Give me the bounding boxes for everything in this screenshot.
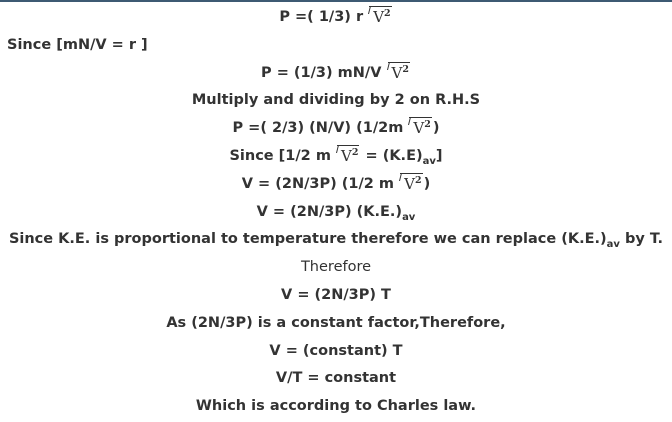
text-segment: V = (constant) T xyxy=(269,342,403,359)
text-segment: by T. xyxy=(619,231,664,248)
exponent: 2 xyxy=(384,8,391,19)
line-therefore xyxy=(0,254,672,282)
text-segment: V = (2N/3P) T xyxy=(281,286,391,303)
line-pressure-rearranged xyxy=(0,115,672,143)
line-constant-factor xyxy=(0,310,672,338)
line-kinetic-energy-definition xyxy=(0,143,672,171)
velocity-symbol: V xyxy=(373,8,385,26)
line-volume-constant xyxy=(0,338,672,366)
top-rule xyxy=(0,0,672,2)
line-multiply-divide xyxy=(0,87,672,115)
line-volume-temperature xyxy=(0,282,672,310)
text-segment: Since [mN/V = r ] xyxy=(7,36,148,53)
root-mean-square-velocity xyxy=(400,173,422,192)
velocity-symbol: V xyxy=(391,63,403,82)
velocity-symbol: V xyxy=(340,146,352,165)
text-segment: V/T = constant xyxy=(275,370,397,387)
exponent: 2 xyxy=(402,63,409,75)
text-segment: P =( 1/3) r xyxy=(279,9,369,25)
text-segment: P = (1/3) mN/V xyxy=(261,64,387,81)
velocity-symbol: V xyxy=(404,174,415,193)
line-ratio-constant xyxy=(0,365,672,393)
derivation-text xyxy=(0,4,672,421)
line-pressure-substituted xyxy=(0,60,672,88)
subscript: av xyxy=(422,155,436,167)
text-segment: ) xyxy=(432,120,440,137)
line-since-density xyxy=(0,32,672,60)
text-segment: Therefore xyxy=(300,259,372,276)
text-segment: As (2N/3P) is a constant factor,Therefore, xyxy=(166,314,506,331)
line-charles-law xyxy=(0,393,672,421)
line-volume-expression xyxy=(0,171,672,199)
line-pressure-equation xyxy=(0,4,672,32)
exponent: 2 xyxy=(424,119,431,131)
subscript: av xyxy=(402,211,416,223)
subscript: av xyxy=(606,239,620,251)
root-mean-square-velocity xyxy=(409,117,431,136)
text-segment: Since K.E. is proportional to temperature therefore we can replace (K.E.) xyxy=(8,231,607,248)
text-segment: Multiply and dividing by 2 on R.H.S xyxy=(191,92,481,109)
exponent: 2 xyxy=(414,174,422,186)
text-segment: V = (2N/3P) (1/2 m xyxy=(241,175,400,192)
text-segment: P =( 2/3) (N/V) (1/2m xyxy=(232,120,409,137)
line-volume-kinetic-energy xyxy=(0,199,672,227)
root-mean-square-velocity xyxy=(388,62,410,81)
exponent: 2 xyxy=(351,146,359,158)
text-segment: Which is according to Charles law. xyxy=(195,398,477,415)
text-segment: Since [1/2 m xyxy=(229,147,336,164)
text-segment: ) xyxy=(423,175,431,192)
text-segment: ] xyxy=(435,147,443,164)
line-proportional-temperature xyxy=(0,226,672,254)
text-segment: = (K.E) xyxy=(360,147,423,164)
velocity-symbol: V xyxy=(413,119,425,138)
root-mean-square-velocity xyxy=(369,6,391,25)
root-mean-square-velocity xyxy=(337,145,359,164)
text-segment: V = (2N/3P) (K.E.) xyxy=(256,203,403,220)
